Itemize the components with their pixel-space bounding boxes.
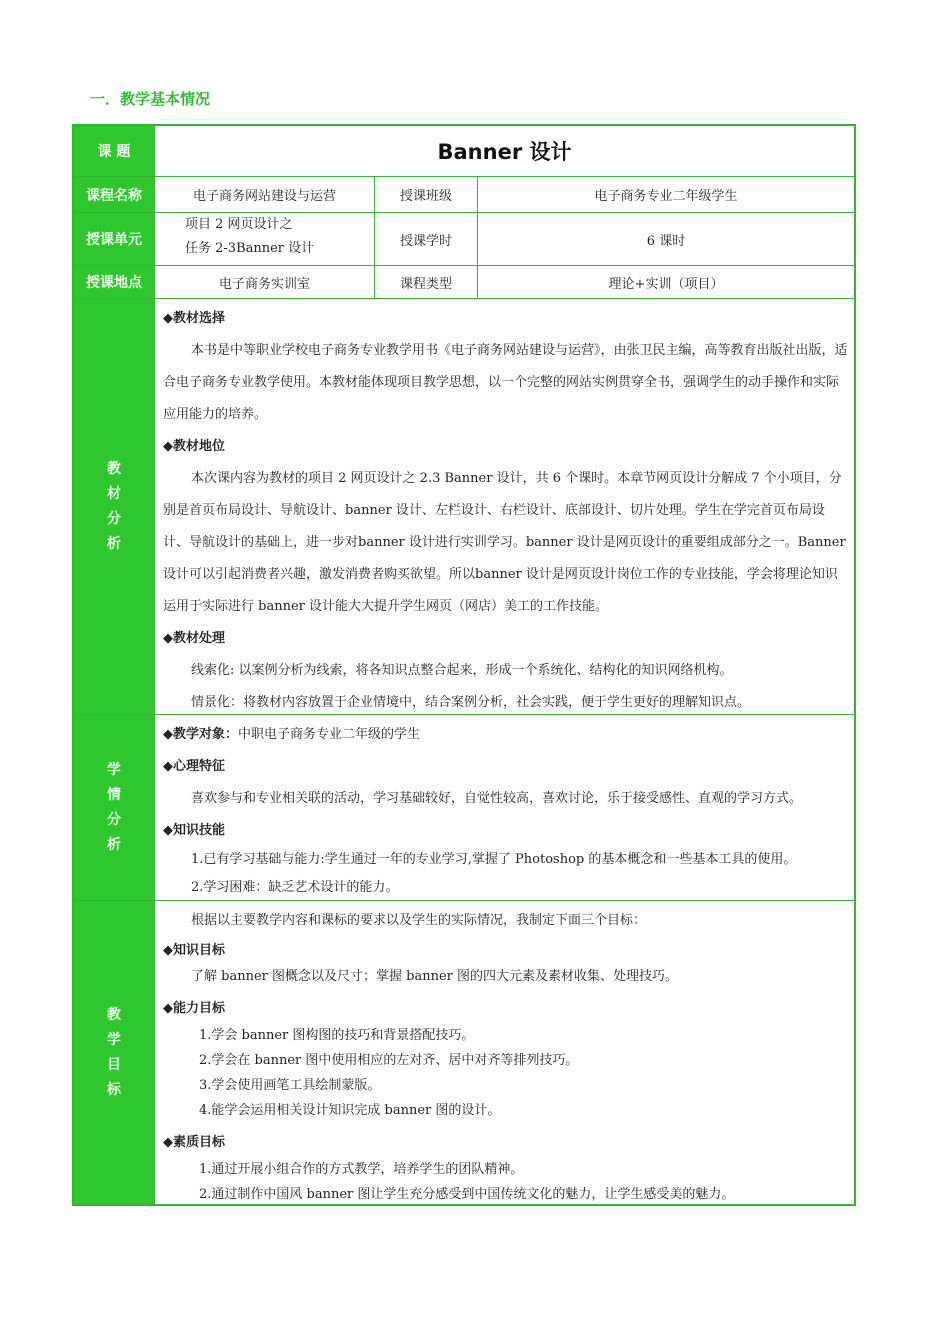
material-choice-text: 本书是中等职业学校电子商务专业教学用书《电子商务网站建设与运营》，由张卫民主编，高等教育出版社出版，适合电子商务专业教学使用。本教材能体现项目教学思想，以一个完整的网站实例贯穿全书，强调学生的动手操作和实际应用能力的培养。 (163, 343, 848, 422)
topic-row (74, 126, 854, 177)
hours-value: 6 课时 (646, 233, 686, 249)
skills-item-2: 2.学习困难：缺乏艺术设计的能力。 (191, 880, 399, 895)
teaching-target-heading: ◆教学对象：中职电子商务专业二年级的学生 (163, 727, 421, 742)
unit-line2: 任务 2-3Banner 设计 (185, 241, 315, 256)
ability-goal-4: 4.能学会运用相关设计知识完成 banner 图的设计。 (199, 1103, 501, 1118)
topic-label: 课 题 (74, 126, 155, 176)
material-processing-text1: 线索化: 以案例分析为线索，将各知识点整合起来，形成一个系统化、结构化的知识网络机构。 (191, 663, 733, 678)
type-value: 理论+实训（项目） (608, 276, 724, 292)
ability-goal-1: 1.学会 banner 图构图的技巧和背景搭配技巧。 (199, 1028, 475, 1043)
ability-goal-2: 2.学会在 banner 图中使用相应的左对齐、居中对齐等排列技巧。 (199, 1053, 579, 1068)
teaching-goals-content (155, 901, 854, 1204)
student-analysis-content (155, 715, 854, 900)
class-value: 电子商务专业二年级学生 (594, 189, 738, 204)
section-title: 一．教学基本情况 (90, 90, 211, 108)
material-processing-text2: 情景化：将教材内容放置于企业情境中，结合案例分析，社会实践，便于学生更好的理解知识点。 (191, 695, 751, 710)
psychology-heading: ◆心理特征 (163, 759, 225, 774)
unit-value (155, 213, 375, 265)
goals-intro: 根据以主要教学内容和课标的要求以及学生的实际情况，我制定下面三个目标： (191, 913, 647, 928)
hours-label: 授课学时 (375, 213, 478, 265)
ability-goal-3: 3.学会使用画笔工具绘制蒙版。 (199, 1078, 381, 1093)
place-value: 电子商务实训室 (155, 266, 375, 298)
ability-goal-heading: ◆能力目标 (163, 1001, 225, 1016)
material-processing-heading: ◆教材处理 (163, 631, 225, 646)
quality-goal-1: 1.通过开展小组合作的方式教学，培养学生的团队精神。 (199, 1162, 524, 1177)
material-analysis-row (74, 299, 854, 715)
knowledge-goal-text: 了解 banner 图概念以及尺寸；掌握 banner 图的四大元素及素材收集、处理技巧。 (191, 969, 678, 984)
material-analysis-content (155, 299, 854, 714)
psychology-text: 喜欢参与和专业相关联的活动，学习基础较好，自觉性较高，喜欢讨论，乐于接受感性、直观的学习方式。 (191, 791, 803, 806)
course-value: 电子商务网站建设与运营 (155, 177, 375, 212)
class-label: 授课班级 (375, 177, 478, 212)
teaching-goals-label: 教 学 目 标 (74, 901, 155, 1204)
skills-heading: ◆知识技能 (163, 823, 225, 838)
unit-line1: 项目 2 网页设计之 (185, 217, 293, 232)
course-label: 课程名称 (74, 177, 155, 212)
quality-goal-2: 2.通过制作中国风 banner 图让学生充分感受到中国传统文化的魅力，让学生感受美的魅力。 (199, 1187, 735, 1202)
topic-value: Banner 设计 (437, 140, 572, 164)
teaching-goals-row (74, 901, 854, 1204)
student-analysis-label: 学 情 分 析 (74, 715, 155, 900)
unit-label: 授课单元 (74, 213, 155, 265)
material-position-text: 本次课内容为教材的项目 2 网页设计之 2.3 Banner 设计，共 6 个课时。本章节网页设计分解成 7 个小项目，分别是首页布局设计、导航设计、banner 设计、左栏设计、右栏设计、底部设计、切片处理。学生在学完首页布局设计、导航设计的基础上，进一步对banner 设计进行实训学习。banner 设计是网页设计的重要组成部分之一。Banner 设计可以引起消费者兴趣，激发消费者购买欲望。所以banner 设计是网页设计岗位工作的专业技能，学会将理论知识运用于实际进行 banner 设计能大大提升学生网页（网店）美工的工作技能。 (163, 471, 846, 614)
teaching-target-value: 中职电子商务专业二年级的学生 (238, 727, 421, 742)
place-label: 授课地点 (74, 266, 155, 298)
place-row (74, 266, 854, 299)
material-choice-heading: ◆教材选择 (163, 311, 225, 326)
student-analysis-row (74, 715, 854, 901)
unit-row (74, 213, 854, 266)
quality-goal-heading: ◆素质目标 (163, 1135, 225, 1150)
course-row (74, 177, 854, 213)
knowledge-goal-heading: ◆知识目标 (163, 943, 225, 958)
teaching-info-table (72, 124, 856, 1206)
material-position-heading: ◆教材地位 (163, 439, 225, 454)
material-analysis-label: 教 材 分 析 (74, 299, 155, 714)
skills-item-1: 1.已有学习基础与能力:学生通过一年的专业学习,掌握了 Photoshop 的基本概念和一些基本工具的使用。 (191, 852, 797, 867)
type-label: 课程类型 (375, 266, 478, 298)
